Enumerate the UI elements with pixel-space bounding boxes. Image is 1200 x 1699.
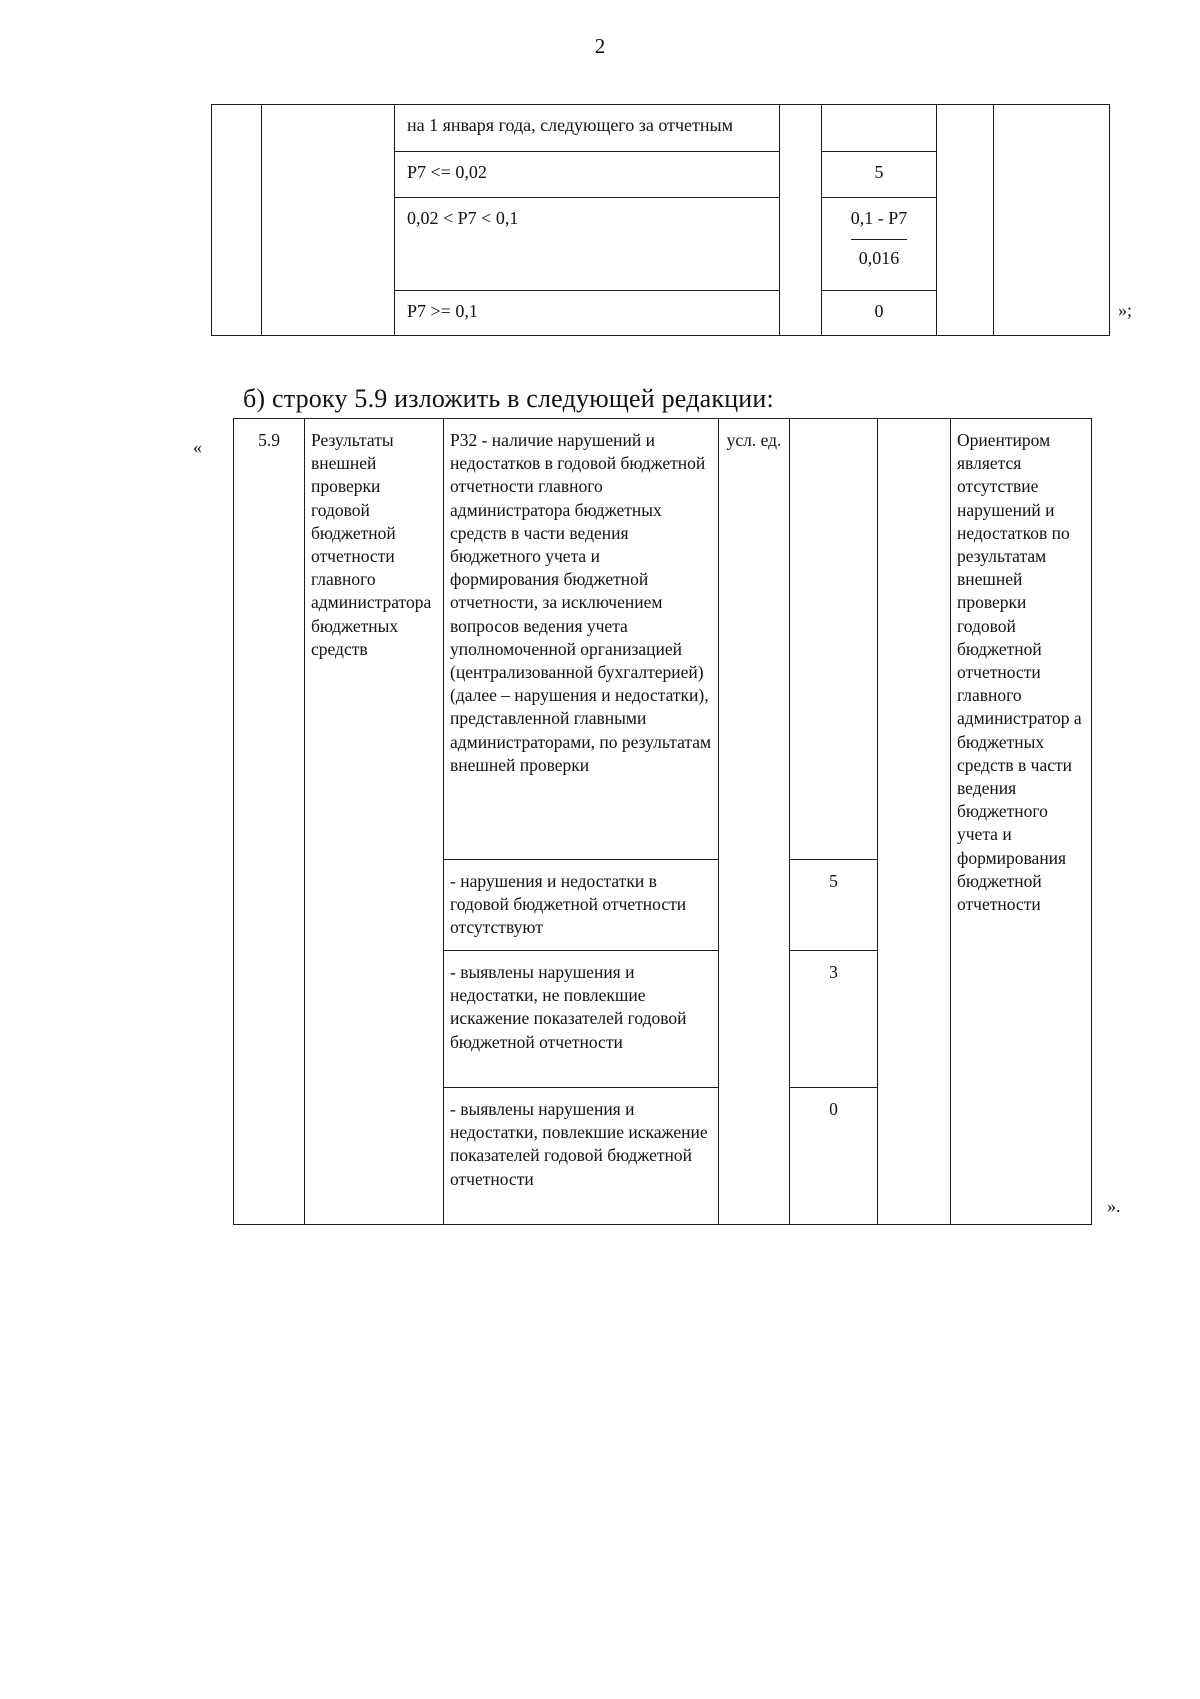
- fraction-denominator: 0,016: [851, 239, 908, 269]
- table1-header-text: на 1 января года, следующего за отчетным: [395, 105, 780, 152]
- table-row: [212, 105, 1110, 152]
- row-5-9-table: [233, 418, 1092, 1225]
- criteria-table-continuation: [211, 104, 1110, 336]
- criterion-score: 5: [790, 860, 878, 951]
- criterion-score: 0: [790, 1088, 878, 1225]
- criterion-text: - выявлены нарушения и недостатки, не повлекшие искажение показателей годовой бюджетной отчетности: [444, 951, 719, 1088]
- row-number: 5.9: [234, 419, 305, 1225]
- criterion-text: - выявлены нарушения и недостатки, повлекшие искажение показателей годовой бюджетной отчетности: [444, 1088, 719, 1225]
- criterion-score: 3: [790, 951, 878, 1088]
- section-heading: б) строку 5.9 изложить в следующей редакции:: [243, 384, 774, 413]
- table-cell: [878, 419, 951, 1225]
- fraction-numerator: 0,1 - P7: [850, 208, 908, 228]
- condition-cell: 0,02 < P7 < 0,1: [395, 198, 780, 291]
- score-cell: 0: [822, 291, 937, 336]
- table-cell: [994, 105, 1110, 336]
- table-cell: [822, 105, 937, 152]
- table-cell: [790, 419, 878, 860]
- table-cell: [780, 105, 822, 336]
- closing-quote: ».: [1107, 1196, 1121, 1216]
- condition-cell: P7 >= 0,1: [395, 291, 780, 336]
- criterion-text: - нарушения и недостатки в годовой бюджетной отчетности отсутствуют: [444, 860, 719, 951]
- condition-cell: P7 <= 0,02: [395, 152, 780, 198]
- calculation-description: P32 - наличие нарушений и недостатков в годовой бюджетной отчетности главного администратора бюджетных средств в части ведения бюджетного учета и формирования бюджетной отчетности, за исключением вопросов ведения учета уполномоченной организацией (централизованной бухгалтерией) (далее – нарушения и недостатки), представленной главными администраторами, по результатам внешней проверки: [444, 419, 719, 860]
- table-cell: [212, 105, 262, 336]
- table-cell: [262, 105, 395, 336]
- score-fraction: [851, 208, 908, 269]
- opening-quote: «: [193, 437, 202, 457]
- indicator-name: Результаты внешней проверки годовой бюджетной отчетности главного администратора бюджетных средств: [305, 419, 444, 1225]
- score-cell: 5: [822, 152, 937, 198]
- table-cell: [937, 105, 994, 336]
- page-number: 2: [594, 34, 606, 58]
- closing-quote: »;: [1118, 300, 1133, 320]
- table-row: [234, 419, 1092, 860]
- comment: Ориентиром является отсутствие нарушений и недостатков по результатам внешней проверки годовой бюджетной отчетности главного администратор а бюджетных средств в части ведения бюджетного учета и формирования бюджетной отчетности: [951, 419, 1092, 1225]
- score-formula-cell: [822, 198, 937, 291]
- unit: усл. ед.: [719, 419, 790, 1225]
